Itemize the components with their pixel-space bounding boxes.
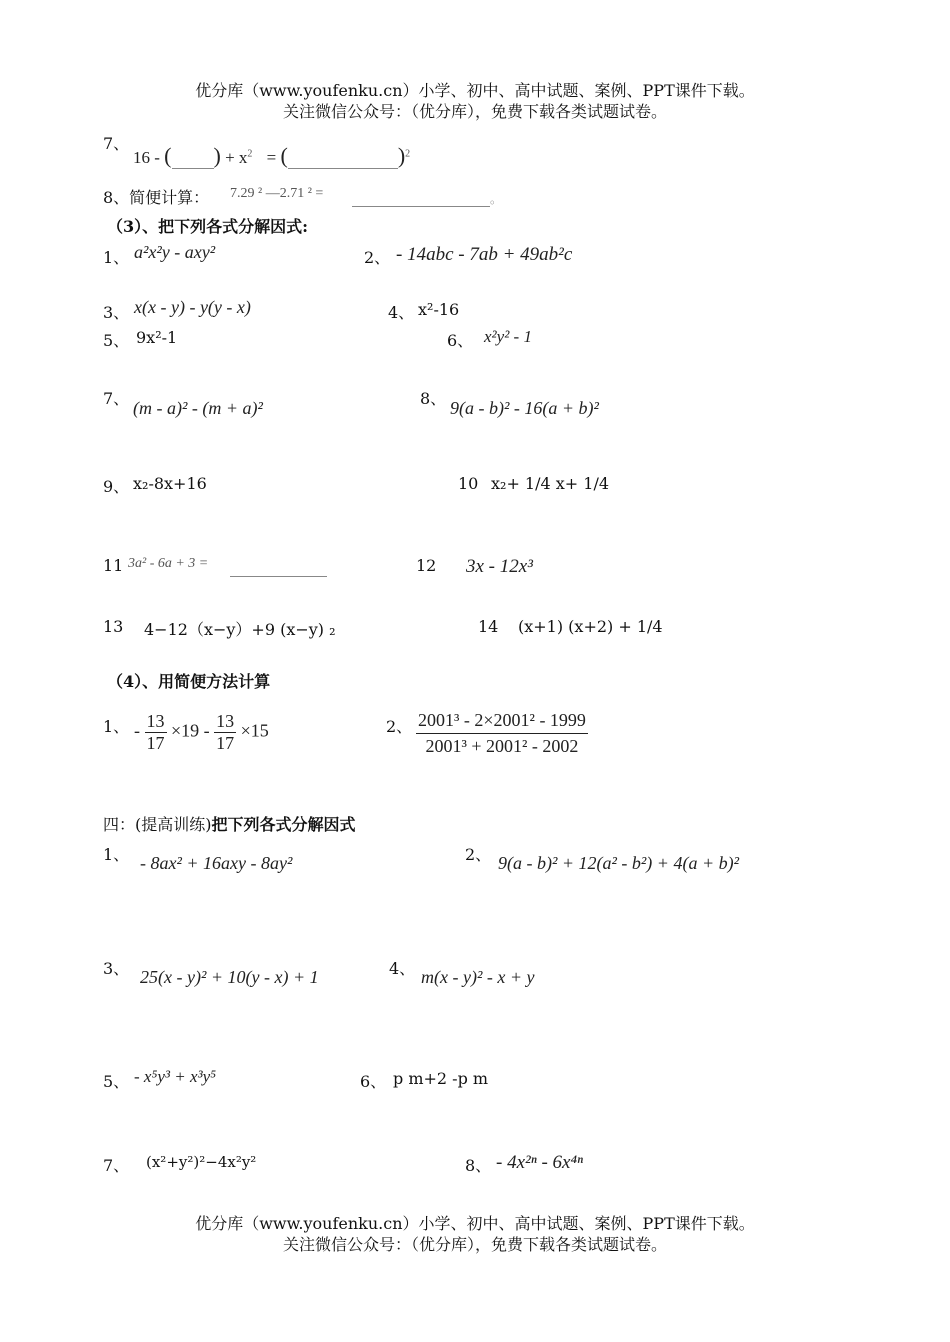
s3-item-1-expr: a²x²y - axy² [134, 242, 216, 262]
s4-q1-fraction-1: $\frac{13}{17}$ [146, 711, 165, 753]
imp-item-6-number: 6、 [360, 1072, 387, 1091]
s3-item-7-expr: (m - a)² - (m + a)² [133, 398, 263, 418]
s3-item-12-number: 12 [416, 556, 437, 575]
imp-item-3-expr: 25(x - y)² + 10(y - x) + 1 [140, 967, 319, 987]
s3-item-11-expr: 3a² - 6a + 3 = [128, 556, 209, 571]
q7-blank-2[interactable] [288, 154, 398, 169]
s4-q1-fraction-2: $\frac{13}{17}$ [216, 711, 235, 753]
s3-item-8-number: 8、 [420, 389, 447, 408]
s3-item-11-number: 11 [103, 556, 124, 575]
s4-q2-denominator: 2001³ + 2001² - 2002 [425, 736, 579, 756]
s3-item-12-expr: 3x - 12x³ [466, 556, 533, 577]
imp-item-8-expr: - 4x²ⁿ - 6x⁴ⁿ [496, 1152, 584, 1173]
section3-title: （3）、把下列各式分解因式: [107, 217, 309, 236]
header-line-2: 关注微信公众号：（优分库），免费下载各类试题试卷。 [282, 102, 667, 121]
imp-item-2-number: 2、 [465, 845, 492, 864]
header-line-1: 优分库（www.youfenku.cn）小学、初中、高中试题、案例、PPT课件下载。 [195, 81, 755, 100]
imp-item-1-number: 1、 [103, 845, 130, 864]
s3-item-8-expr: 9(a - b)² - 16(a + b)² [450, 398, 599, 418]
imp-item-4-number: 4、 [389, 959, 416, 978]
section-improve-title [103, 812, 356, 835]
imp-item-7-number: 7、 [103, 1156, 130, 1175]
imp-item-5-number: 5、 [103, 1072, 130, 1091]
s3-item-5-expr: 9x²-1 [136, 328, 178, 347]
fill-q7-number: 7、 [103, 134, 130, 153]
s3-item-13-number: 13 [103, 617, 124, 636]
s3-item-9-expr: x₂-8x+16 [133, 474, 207, 493]
s3-item-2-number: 2、 [364, 248, 391, 267]
fill-q7-expression: 16 - ( ) + $x^2$ = ( )$^2$ [133, 143, 411, 168]
q7-part-c: = [266, 148, 277, 167]
s3-item-14-expr: (x+1) (x+2) + 1/4 [518, 617, 663, 636]
s4-q1-expr: - $\frac{13}{17}$ ×19 - $\frac{13}{17}$ ×15 [134, 711, 269, 753]
s3-item-6-expr: x²y² - 1 [484, 327, 532, 346]
s3-item-5-number: 5、 [103, 331, 130, 350]
s3-item-11-blank[interactable] [230, 558, 327, 577]
q7-part-b: + x [225, 148, 248, 167]
s4-q2-number: 2、 [386, 717, 413, 736]
s3-item-9-number: 9、 [103, 477, 130, 496]
s3-item-7-number: 7、 [103, 389, 130, 408]
section4-title: （4）、用简便方法计算 [107, 672, 271, 691]
section-improve-title-plain: 四：(提高训练) [103, 815, 212, 834]
s3-item-3-expr: x(x - y) - y(y - x) [134, 297, 251, 317]
imp-item-4-expr: m(x - y)² - x + y [421, 967, 535, 987]
fill-q8-answer[interactable]: 。 [352, 188, 502, 207]
footer-line-1: 优分库（www.youfenku.cn）小学、初中、高中试题、案例、PPT课件下载。 [195, 1214, 755, 1233]
s3-item-13-expr: 4−12（x−y）+9 (x−y) ₂ [144, 620, 336, 639]
s4-q1-mid: ×19 - [171, 720, 210, 741]
s3-item-2-expr: - 14abc - 7ab + 49ab²c [396, 244, 573, 265]
s3-item-10-expr: x₂+ 1/4 x+ 1/4 [491, 474, 610, 493]
imp-item-7-expr: (x²+y²)²−4x²y² [146, 1153, 257, 1171]
fill-q8-label: 8、简便计算： [103, 188, 210, 207]
s4-q2-fraction [416, 710, 588, 757]
s3-item-4-expr: x²-16 [418, 300, 460, 319]
imp-item-5-expr: - x⁵y³ + x³y⁵ [134, 1067, 217, 1086]
s4-q2-numerator: 2001³ - 2×2001² - 1999 [416, 710, 588, 734]
s3-item-4-number: 4、 [388, 303, 415, 322]
imp-item-3-number: 3、 [103, 959, 130, 978]
fill-q8-expression: 7.29 ² —2.71 ² = [230, 186, 324, 201]
imp-item-8-number: 8、 [465, 1156, 492, 1175]
s3-item-3-number: 3、 [103, 303, 130, 322]
footer-line-2: 关注微信公众号：（优分库），免费下载各类试题试卷。 [282, 1235, 667, 1254]
s3-item-1-number: 1、 [103, 248, 130, 267]
imp-item-6-expr: p m+2 -p m [393, 1069, 489, 1088]
imp-item-1-expr: - 8ax² + 16axy - 8ay² [140, 853, 293, 873]
q7-part-a: 16 - [133, 148, 160, 167]
q7-blank-1[interactable] [172, 154, 214, 169]
imp-item-2-expr: 9(a - b)² + 12(a² - b²) + 4(a + b)² [498, 853, 739, 873]
s3-item-10-number: 10 [458, 474, 479, 493]
s3-item-6-number: 6、 [447, 331, 474, 350]
s3-item-14-number: 14 [478, 617, 499, 636]
s4-q1-end: ×15 [240, 720, 269, 741]
section-improve-title-bold: 把下列各式分解因式 [211, 815, 356, 834]
s4-q1-number: 1、 [103, 717, 130, 736]
